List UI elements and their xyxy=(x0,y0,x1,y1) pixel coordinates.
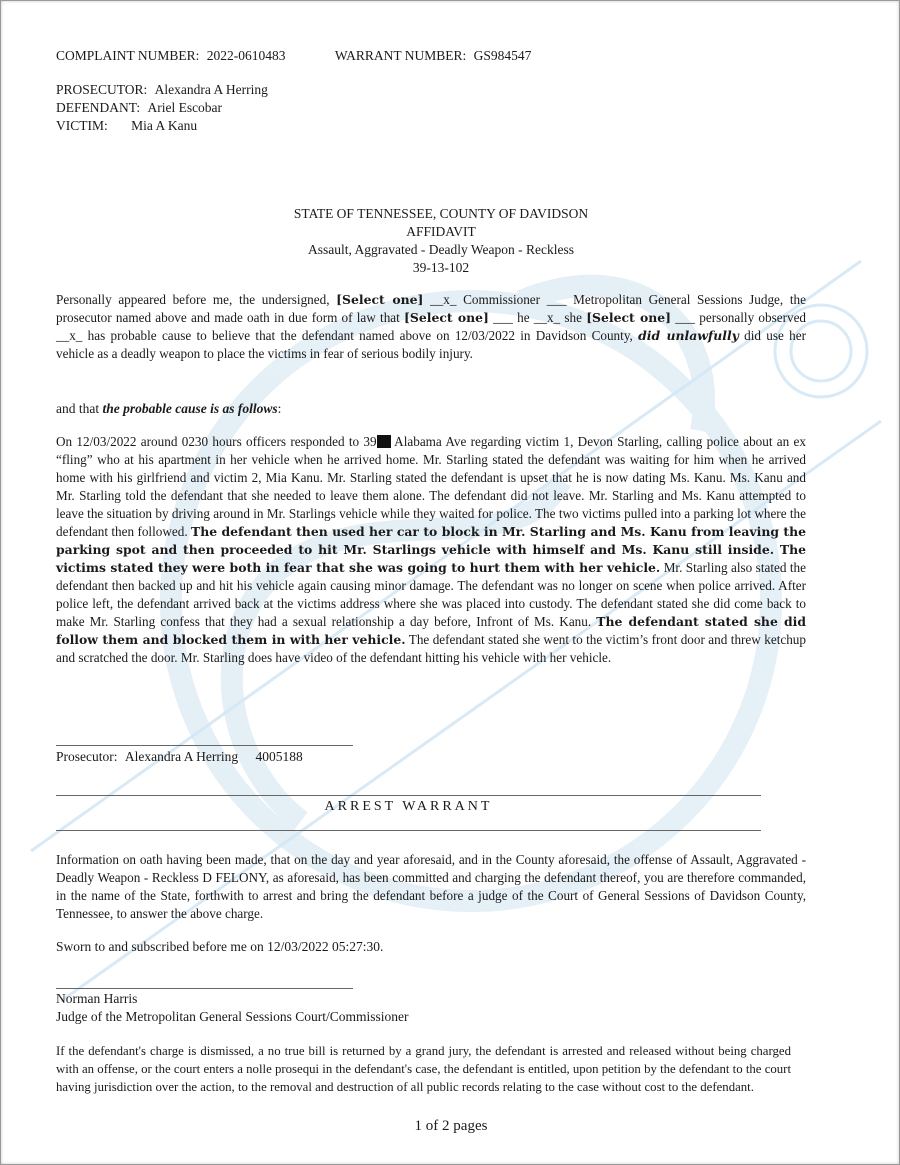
complaint-line xyxy=(56,47,531,65)
prosecutor-label: PROSECUTOR: xyxy=(56,82,148,97)
affidavit-text: ___ he __x_ she xyxy=(488,310,587,325)
title-statute: 39-13-102 xyxy=(412,260,470,275)
defendant-label: DEFENDANT: xyxy=(56,100,141,115)
victim-name: Mia A Kanu xyxy=(131,118,198,133)
sworn-statement: Sworn to and subscribed before me on 12/03/2022 05:27:30. xyxy=(56,939,384,954)
narrative-text: Alabama Ave regarding victim 1, Devon Starling, calling police about an ex “fling” who at his apartment in her vehicle when he arrived home. Mr. Starling stated the defendant was waiting for him when he arrived home with his girlfriend and victim 2, Mia Kanu. Mr. Starling stated the defendant is upset that he is now dating Ms. Kanu. Ms. Kanu and Mr. Starling told the defendant that she needed to leave them alone. The defendant did not leave. Mr. Starling and Ms. Kanu attempted to leave the situation by driving around in Mr. Starlings vehicle while they waited for police. The two victims pulled into a parking lot where the defendant then followed. xyxy=(56,434,807,539)
narrative-text: The defendant stated she went to the victim’s front door and threw ketchup and scratched the door. Mr. Starling does have video of the defendant hitting his vehicle with her vehicle. xyxy=(56,632,806,665)
warrant-rule-top xyxy=(56,795,761,796)
prosecutor-signature-line xyxy=(56,745,353,746)
prosecutor-sig-name: Alexandra A Herring xyxy=(124,749,239,764)
prosecutor-line xyxy=(56,81,268,99)
narrative-bold-text: The defendant stated she did follow them and blocked them in with her vehicle. xyxy=(56,614,806,647)
narrative-text: Mr. Starling also stated the defendant then backed up and hit his vehicle again causing minor damage. The defendant was no longer on scene when police arrived. After police left, the defendant arrived back at the victims address where she was placed into custody. The defendant stated she did come back to make Mr. Starling confess that they had a sexual relationship a day before, Infront of Ms. Kanu. xyxy=(56,560,806,629)
title-affidavit: AFFIDAVIT xyxy=(406,224,476,239)
victim-label: VICTIM: xyxy=(56,118,108,133)
affidavit-text: ___ personally observed __x_ has probable cause to believe that the defendant named above on 12/03/2022 in Davidson County, xyxy=(56,310,807,343)
title-state-county: STATE OF TENNESSEE, COUNTY OF DAVIDSON xyxy=(293,206,589,221)
warrant-rule-bottom xyxy=(56,830,761,831)
select-one-label: [Select one] xyxy=(404,310,489,325)
prosecutor-signature xyxy=(56,748,303,765)
probable-cause-intro xyxy=(56,400,281,417)
title-block xyxy=(251,205,631,277)
intro-text: : xyxy=(277,401,282,416)
prosecutor-sig-id: 4005188 xyxy=(255,749,303,764)
judge-name: Norman Harris xyxy=(56,991,138,1006)
affidavit-paragraph xyxy=(56,291,806,363)
prosecutor-sig-label: Prosecutor: xyxy=(56,749,118,764)
title-offense: Assault, Aggravated - Deadly Weapon - Reckless xyxy=(308,242,574,257)
narrative-bold-text: The defendant then used her car to block in Mr. Starling and Ms. Kanu from leaving the parking spot and then proceeded to hit Mr. Starlings vehicle with himself and Ms. Kanu still inside. The victims stated they were both in fear that she was going to hurt them with her vehicle. xyxy=(56,524,806,575)
warrant-number: GS984547 xyxy=(473,48,532,63)
victim-line xyxy=(56,117,197,135)
complaint-label: COMPLAINT NUMBER: xyxy=(56,48,200,63)
page-number: 1 of 2 pages xyxy=(414,1118,488,1134)
probable-cause-narrative xyxy=(56,433,806,667)
judge-title: Judge of the Metropolitan General Sessions Court/Commissioner xyxy=(56,1009,409,1024)
probable-cause-emphasis: the probable cause is as follows xyxy=(102,401,278,416)
intro-text: and that xyxy=(56,401,103,416)
defendant-name: Ariel Escobar xyxy=(147,100,223,115)
redaction-block xyxy=(377,435,391,448)
complaint-number: 2022-0610483 xyxy=(206,48,286,63)
prosecutor-name: Alexandra A Herring xyxy=(154,82,268,97)
affidavit-text: did use her vehicle as a deadly weapon to place the victims in fear of serious bodily injury. xyxy=(56,328,806,361)
judge-signature-line xyxy=(56,988,353,989)
select-one-label: [Select one] xyxy=(586,310,672,325)
arrest-warrant-text: Information on oath having been made, that on the day and year aforesaid, and in the County aforesaid, the offense of Assault, Aggravated - Deadly Weapon - Reckless D FELONY, as aforesaid, has been committed and charging the defendant thereof, you are therefore commanded, in the name of the State, forthwith to arrest and bring the defendant before a judge of the Court of General Sessions of Davidson County, Tennessee, to answer the above charge. xyxy=(56,852,806,921)
select-one-label: [Select one] xyxy=(336,292,424,307)
affidavit-text: __x_ Commissioner ___ Metropolitan General Sessions Judge, the prosecutor named above and made oath in due form of law that xyxy=(56,292,806,325)
narrative-text: On 12/03/2022 around 0230 hours officers responded to 39 xyxy=(56,434,377,449)
expungement-notice: If the defendant's charge is dismissed, a no true bill is returned by a grand jury, the defendant is arrested and released without being charged with an offense, or the court enters a nolle prosequi in the defendant's case, the defendant is entitled, upon petition by the defendant to the court having jurisdiction over the action, to the removal and destruction of all public records relating to the case without cost to the defendant. xyxy=(56,1044,791,1094)
affidavit-text: Personally appeared before me, the undersigned, xyxy=(56,292,337,307)
defendant-line xyxy=(56,99,222,117)
did-unlawfully-emphasis: did unlawfully xyxy=(638,328,739,343)
arrest-warrant-heading: ARREST WARRANT xyxy=(324,799,493,814)
warrant-label: WARRANT NUMBER: xyxy=(334,48,467,63)
